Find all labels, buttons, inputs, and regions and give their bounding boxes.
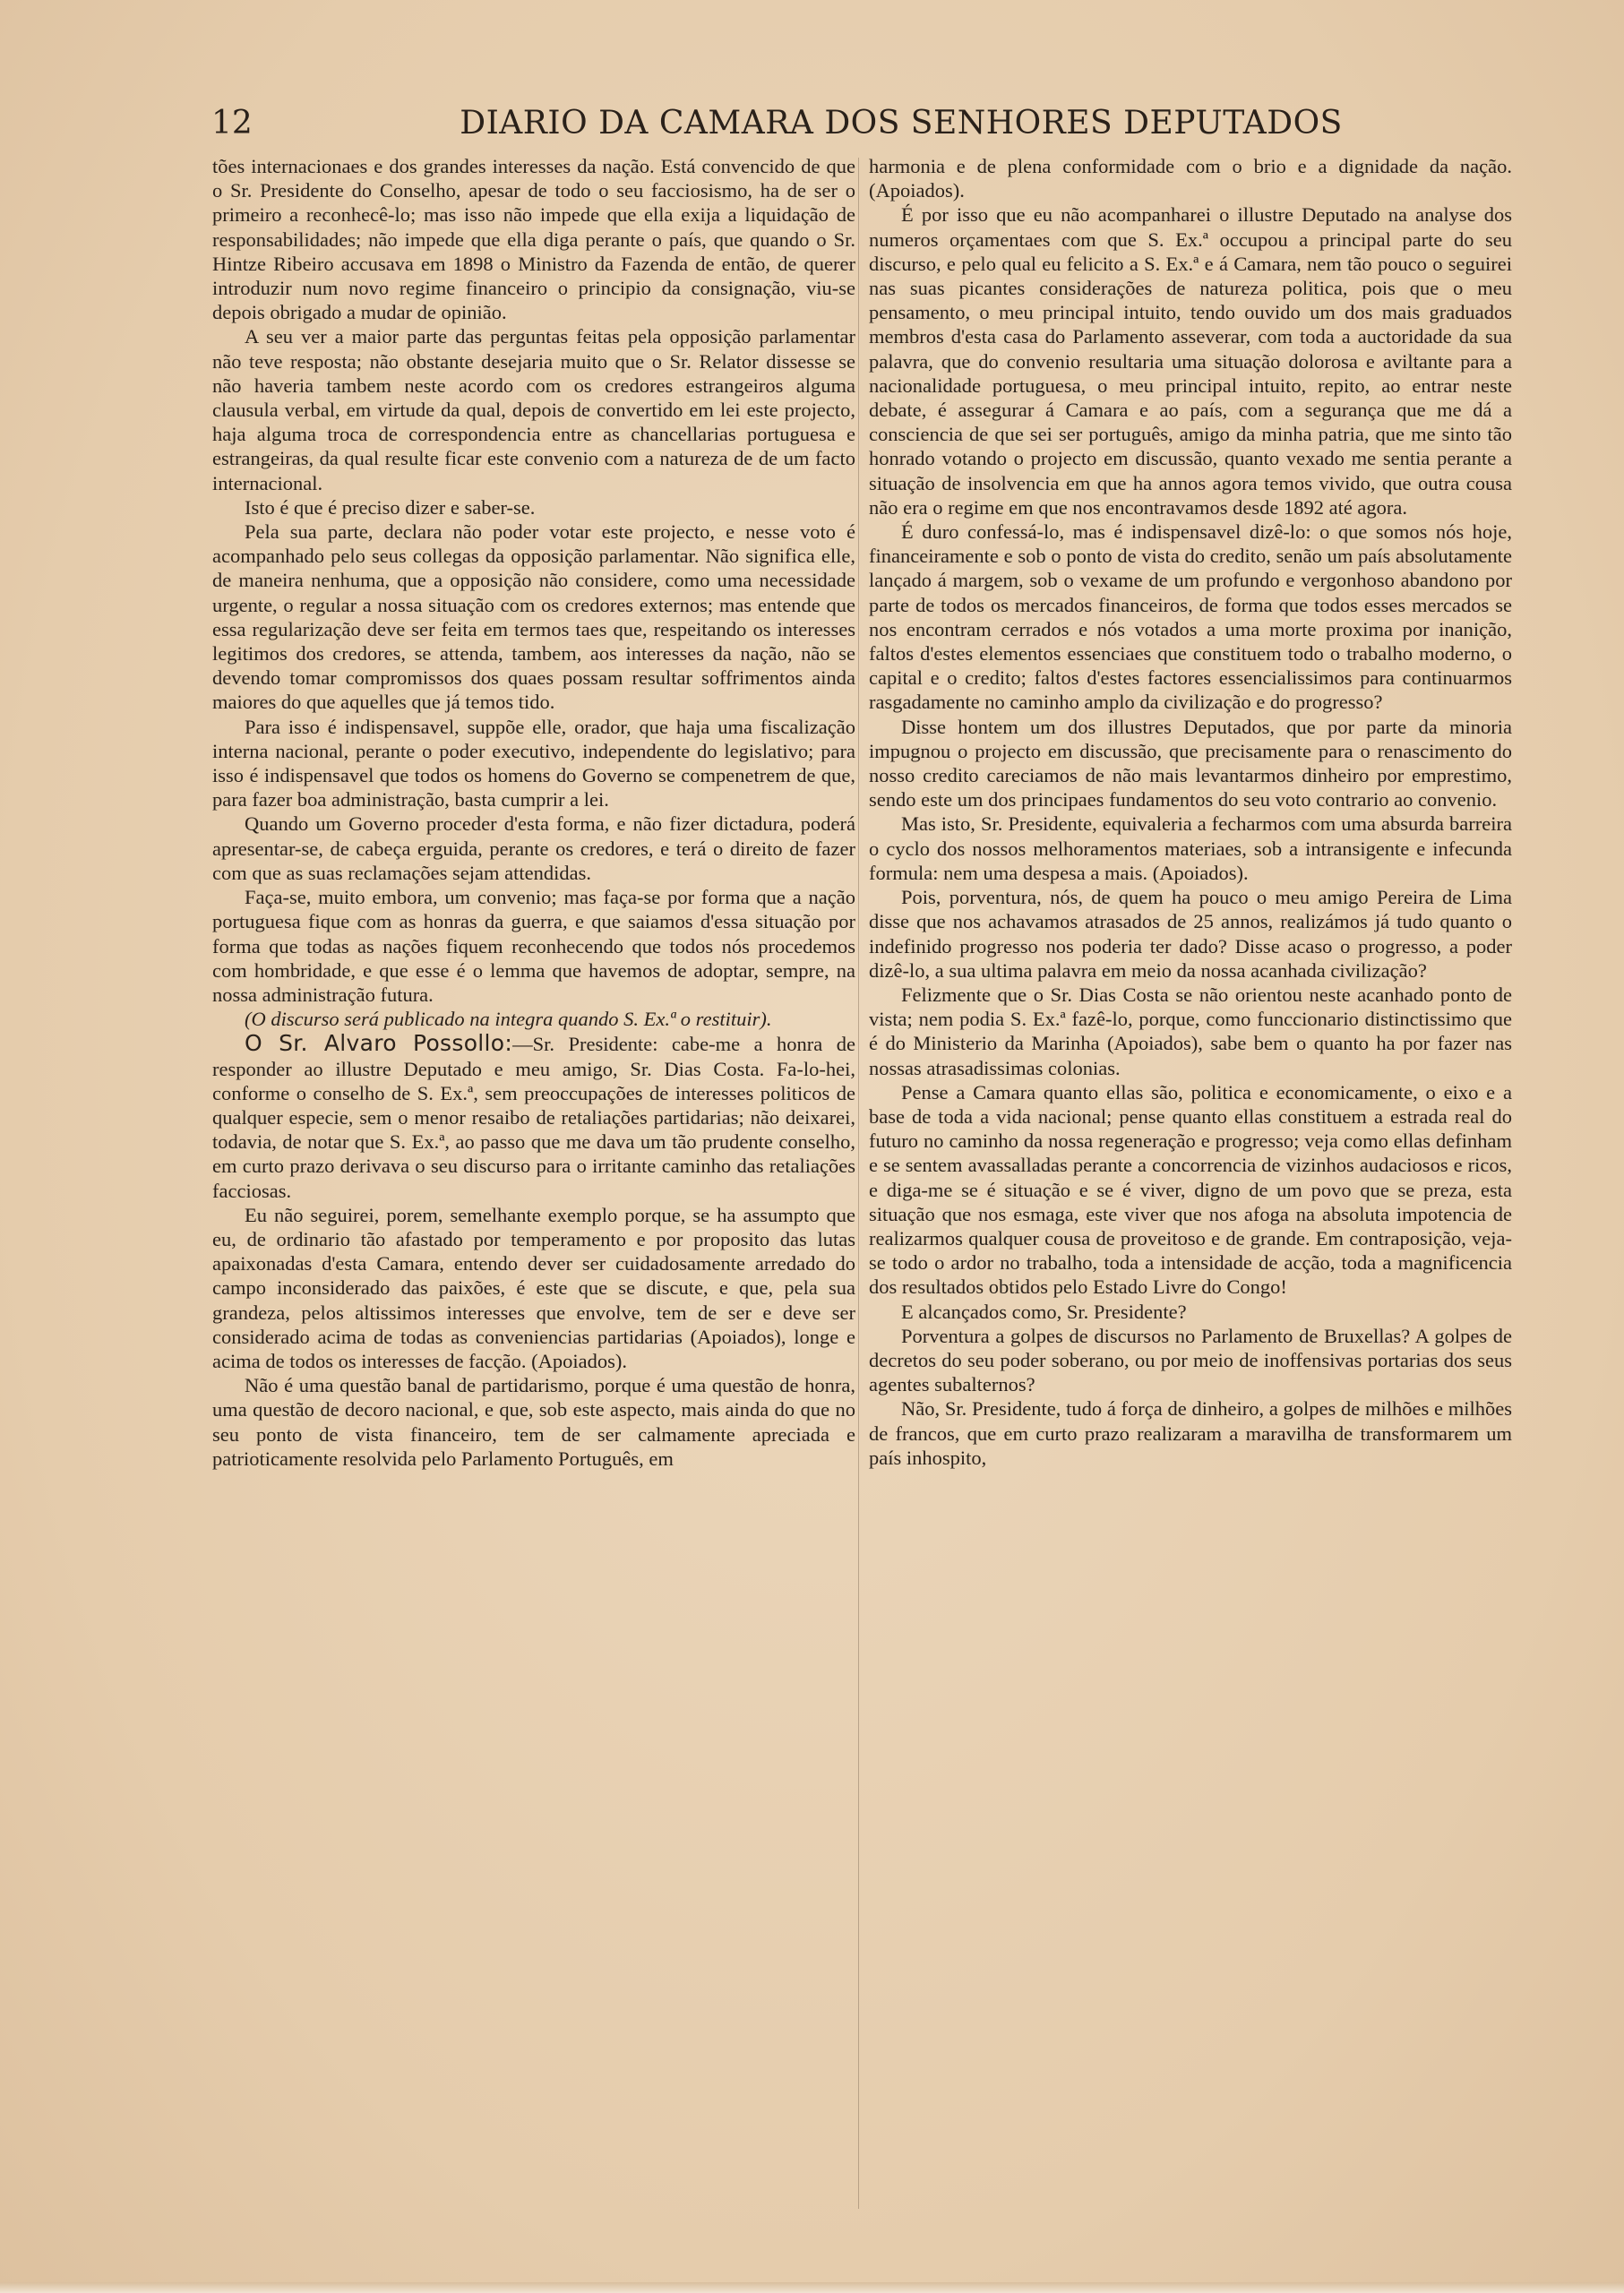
paragraph: É duro confessá-lo, mas é indispensavel dizê-lo: o que somos nós hoje, financeiramente e sob o ponto de vista do credito, senão um país absolutamente lançado á margem, sob o vexame de um profundo e vergonhoso abandono por parte de todos os mercados financeiros, de forma que todos esses mercados se nos encontram cerrados e nós votados a uma morte proxima por inanição, faltos d'estes elementos essenciaes que constituem todo o trabalho moderno, o capital e o credito; faltos d'estes factores essencialissimos para continuarmos rasgadamente no caminho amplo da civilização e do progresso?: [869, 520, 1512, 714]
paragraph: Felizmente que o Sr. Dias Costa se não orientou neste acanhado ponto de vista; nem podia S. Ex.ª fazê-lo, porque, como funccionario distinctissimo que é do Ministerio da Marinha (Apoiados), sabe bem o quanto ha por fazer nas nossas atrasadissimas colonias.: [869, 983, 1512, 1079]
paragraph: tões internacionaes e dos grandes interesses da nação. Está convencido de que o Sr. Presidente do Conselho, apesar de todo o seu facciosismo, ha de ser o primeiro a reconhecê-lo; mas isso não impede que ella exija a liquidação de responsabilidades; não impede que ella diga perante o país, que quando o Sr. Hintze Ribeiro accusava em 1898 o Ministro da Fazenda de então, de querer introduzir num novo regime financeiro o principio da consignação, viu-se depois obrigado a mudar de opinião.: [212, 155, 855, 324]
paragraph: (O discurso será publicado na integra quando S. Ex.ª o restituir).: [245, 1008, 772, 1031]
speaker-name: O Sr. Alvaro Possollo:: [245, 1030, 513, 1057]
paragraph: Isto é que é preciso dizer e saber-se.: [245, 495, 536, 519]
paragraph: harmonia e de plena conformidade com o brio e a dignidade da nação. (Apoiados).: [869, 155, 1512, 202]
page-header: [211, 100, 1501, 150]
paragraph: Disse hontem um dos illustres Deputados, que por parte da minoria impugnou o projecto em discussão, que precisamente para o renascimento do nosso credito careciamos de não mais levantarmos dinheiro por emprestimo, sendo este um dos principaes fundamentos do seu voto contrario ao convenio.: [869, 715, 1512, 812]
paragraph: Eu não seguirei, porem, semelhante exemplo porque, se ha assumpto que eu, de ordinario tão afastado por temperamento e por proposito das lutas apaixonadas d'esta Camara, entendo dever ser cuidadosamente arredado do campo inconsiderado das paixões, é este que se discute, e que, pela sua grandeza, pelos altissimos interesses que envolve, tem de ser e deve ser considerado acima de todas as conveniencias partidarias (Apoiados), longe e acima de todos os interesses de facção. (Apoiados).: [212, 1203, 855, 1372]
running-title: DIARIO DA CAMARA DOS SENHORES DEPUTADOS: [460, 105, 1343, 142]
scan-bottom-edge: [0, 2282, 1624, 2293]
page-number: 12: [211, 105, 253, 142]
paragraph: [212, 1031, 855, 1202]
paragraph: Quando um Governo proceder d'esta forma, e não fizer dictadura, poderá apresentar-se, de cabeça erguida, perante os credores, e terá o direito de fazer com que as suas reclamações sejam attendidas.: [212, 812, 855, 884]
paragraph: Pela sua parte, declara não poder votar este projecto, e nesse voto é acompanhado pelo seus collegas da opposição parlamentar. Não significa elle, de maneira nenhuma, que a opposição não considere, como uma necessidade urgente, o regular a nossa situação com os credores externos; mas entende que essa regularização deve ser feita em termos taes que, respeitando os interesses legitimos dos credores, se attenda, tambem, aos interesses da nação, não se devendo tomar compromissos dos quaes possam resultar soffrimentos ainda maiores do que aquelles que já temos tido.: [212, 520, 855, 714]
paragraph: É por isso que eu não acompanharei o illustre Deputado na analyse dos numeros orçamentaes com que S. Ex.ª occupou a principal parte do seu discurso, e pelo qual eu felicito a S. Ex.ª e á Camara, nem tão pouco o seguirei nas suas picantes considerações de natureza politica, pois que o meu pensamento, o meu principal intuito, tendo ouvido um dos mais graduados membros d'esta casa do Parlamento asseverar, com toda a auctoridade da sua palavra, que do convenio resultaria uma situação dolorosa e aviltante para a nacionalidade portuguesa, o meu principal intuito, repito, ao entrar neste debate, é assegurar á Camara e ao país, com a segurança que me dá a consciencia de que sei ser português, amigo da minha patria, que me sinto tão honrado votando o projecto em discussão, quanto vexado me sentia perante a situação de insolvencia em que ha annos agora temos vivido, que outra cousa não era o regime em que nos encontravamos desde 1892 até agora.: [869, 203, 1512, 519]
paragraph: Não é uma questão banal de partidarismo, porque é uma questão de honra, uma questão de decoro nacional, e que, sob este aspecto, mais ainda do que no seu ponto de vista financeiro, tem de ser calmamente apreciada e patrioticamente resolvida pelo Parlamento Português, em: [212, 1374, 855, 1470]
left-text-column: [212, 154, 855, 2214]
paragraph: Não, Sr. Presidente, tudo á força de dinheiro, a golpes de milhões e milhões de francos, que em curto prazo realizaram a maravilha de transformarem um país inhospito,: [869, 1397, 1512, 1469]
right-text-column: [869, 154, 1512, 2214]
paragraph: Pois, porventura, nós, de quem ha pouco o meu amigo Pereira de Lima disse que nos achavamos atrasados de 25 annos, realizámos já tudo quanto o indefinido progresso nos poderia ter dado? Disse acaso o progresso, a poder dizê-lo, a sua ultima palavra em meio da nossa acanhada civilização?: [869, 886, 1512, 982]
paragraph: Para isso é indispensavel, suppõe elle, orador, que haja uma fiscalização interna nacional, perante o poder executivo, independente do legislativo; para isso é indispensavel que todos os homens do Governo se compenetrem de que, para fazer boa administração, basta cumprir a lei.: [212, 715, 855, 812]
paragraph: Porventura a golpes de discursos no Parlamento de Bruxellas? A golpes de decretos do seu poder soberano, ou por meio de inoffensivas portarias dos seus agentes subalternos?: [869, 1324, 1512, 1396]
paragraph: Faça-se, muito embora, um convenio; mas faça-se por forma que a nação portuguesa fique com as honras da guerra, e que saiamos d'essa situação por forma que todas as nações fiquem reconhecendo que todos nós procedemos com hombridade, e que esse é o lemma que havemos de adoptar, sempre, na nossa administração futura.: [212, 886, 855, 1006]
paragraph: Pense a Camara quanto ellas são, politica e economicamente, o eixo e a base de toda a vida nacional; pense quanto ellas constituem a estrada real do futuro no caminho da nossa regeneração e progresso; veja como ellas definham e se sentem avassalladas perante a concorrencia de vizinhos audaciosos e ricos, e diga-me se é situação e se é viver, digno de um povo que se preza, esta situação que nos esmaga, este viver que nos afoga na absoluta impotencia de realizarmos qualquer cousa de proveitoso e de grande. Em contraposição, veja-se todo o ardor no trabalho, toda a intensidade de acção, toda a magnificencia dos resultados obtidos pelo Estado Livre do Congo!: [869, 1080, 1512, 1299]
paragraph: Mas isto, Sr. Presidente, equivaleria a fecharmos com uma absurda barreira o cyclo dos nossos melhoramentos materiaes, sob a intransigente e infecunda formula: nem uma despesa a mais. (Apoiados).: [869, 812, 1512, 884]
paragraph: A seu ver a maior parte das perguntas feitas pela opposição parlamentar não teve resposta; não obstante desejaria muito que o Sr. Relator dissesse se não haveria tambem neste acordo com os credores estrangeiros alguma clausula verbal, em virtude da qual, depois de convertido em lei este projecto, haja alguma troca de correspondencia entre as chancellarias portuguesa e estrangeiras, da qual resulte ficar este convenio com a natureza de de um facto internacional.: [212, 325, 855, 494]
paragraph: E alcançados como, Sr. Presidente?: [901, 1300, 1187, 1323]
column-divider: [858, 158, 859, 2209]
speech-text: —Sr. Presidente: cabe-me a honra de responder ao illustre Deputado e meu amigo, Sr. Dias Costa. Fa-lo-hei, conforme o conselho de S. Ex.ª, sem preoccupações de interesses politicos de qualquer especie, sem o menor resaibo de retaliações partidarias; não deixarei, todavia, de notar que S. Ex.ª, ao passo que me dava um tão prudente conselho, em curto prazo derivava o seu discurso para o irritante caminho das retaliações facciosas.: [212, 1033, 855, 1202]
